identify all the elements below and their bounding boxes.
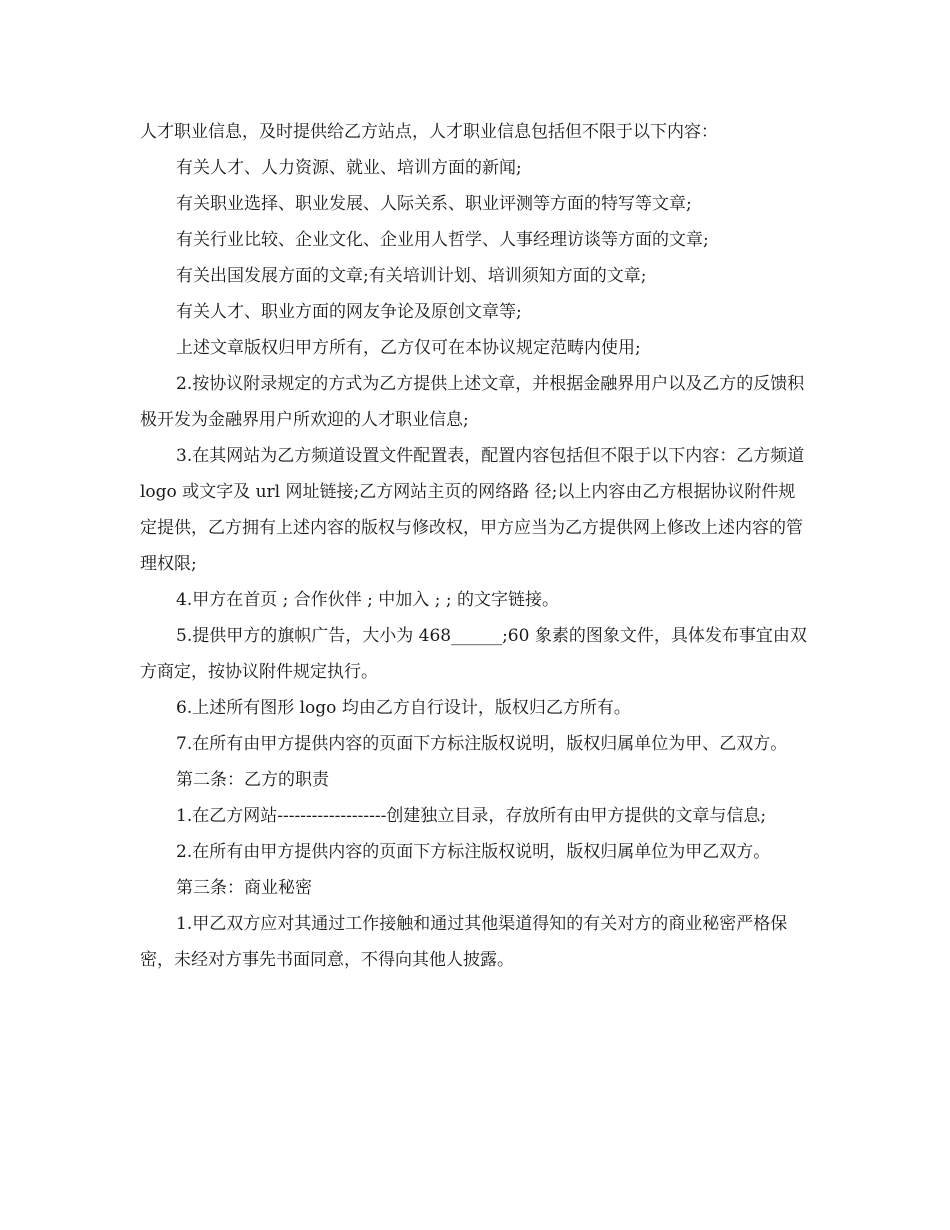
paragraph-15: 2.在所有由甲方提供内容的页面下方标注版权说明，版权归属单位为甲乙双方。	[176, 842, 771, 862]
paragraph-2: 有关职业选择、职业发展、人际关系、职业评测等方面的特写等文章;	[176, 194, 692, 214]
paragraph-0: 人才职业信息，及时提供给乙方站点，人才职业信息包括但不限于以下内容：	[140, 122, 718, 142]
paragraph-1: 有关人才、人力资源、就业、培训方面的新闻;	[176, 158, 522, 178]
paragraph-17: 1.甲乙双方应对其通过工作接触和通过其他渠道得知的有关对方的商业秘密严格保密，未经对方事先书面同意，不得向其他人披露。	[140, 914, 788, 970]
paragraph-10: 5.提供甲方的旗帜广告，大小为 468______;60 象素的图象文件，具体发布事宜由双方商定，按协议附件规定执行。	[140, 626, 807, 682]
paragraph-3: 有关行业比较、企业文化、企业用人哲学、人事经理访谈等方面的文章;	[176, 230, 709, 250]
document-body	[140, 114, 812, 978]
paragraph-6: 上述文章版权归甲方所有，乙方仅可在本协议规定范畴内使用;	[176, 338, 641, 358]
paragraph-7: 2.按协议附录规定的方式为乙方提供上述文章，并根据金融界用户以及乙方的反馈积极开发为金融界用户所欢迎的人才职业信息;	[140, 374, 805, 430]
section-heading-article-3: 第三条：商业秘密	[176, 878, 312, 898]
paragraph-11: 6.上述所有图形 logo 均由乙方自行设计，版权归乙方所有。	[176, 698, 631, 718]
paragraph-14: 1.在乙方网站-------------------创建独立目录，存放所有由甲方提供的文章与信息;	[176, 806, 767, 826]
paragraph-12: 7.在所有由甲方提供内容的页面下方标注版权说明，版权归属单位为甲、乙双方。	[176, 734, 788, 754]
section-heading-article-2: 第二条：乙方的职责	[176, 770, 329, 790]
paragraph-4: 有关出国发展方面的文章;有关培训计划、培训须知方面的文章;	[176, 266, 647, 286]
paragraph-5: 有关人才、职业方面的网友争论及原创文章等;	[176, 302, 522, 322]
paragraph-9: 4.甲方在首页 ; 合作伙伴 ; 中加入 ; ; 的文字链接。	[176, 590, 559, 610]
paragraph-8: 3.在其网站为乙方频道设置文件配置表，配置内容包括但不限于以下内容：乙方频道 logo 或文字及 url 网址链接;乙方网站主页的网络路 径;以上内容由乙方根据协议附件规定提供，乙方拥有上述内容的版权与修改权，甲方应当为乙方提供网上修改上述内容的管理权限;	[140, 446, 810, 574]
